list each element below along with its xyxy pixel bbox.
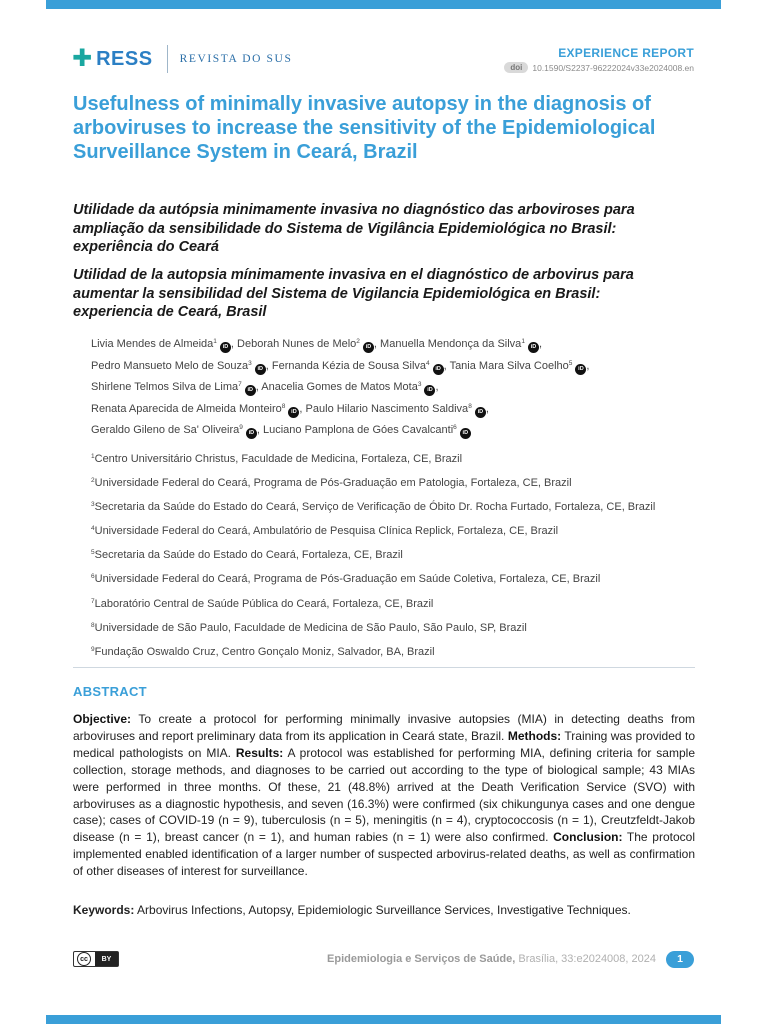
orcid-icon[interactable]: iD	[460, 428, 471, 439]
author: Manuella Mendonça da Silva$^1$iD ,	[380, 338, 542, 350]
orcid-icon[interactable]: iD	[363, 342, 374, 353]
affiliation: $^3$Secretaria da Saúde do Estado do Ceará, Serviço de Verificação de Óbito Dr. Rocha Furtado, Fortaleza, CE, Brazil	[91, 501, 656, 514]
author-line	[91, 331, 691, 353]
orcid-icon[interactable]: iD	[424, 385, 435, 396]
abstract-body: Objective: To create a protocol for performing minimally invasive autopsies (MIA) in detecting deaths from arboviruses and report preliminary data from its application in Ceará state, Brazil. Methods: Training was provided to medical pathologists on MIA. Results: A protocol was established for performing MIA, defining criteria for sample collection, storage methods, and diagnoses to be carried out according to the type of biological sample; 43 MIAs were performed in three months. Of these, 21 (48.8%) arrived at the Death Verification Service (SVO) with arboviruses as a diagnostic hypothesis, and seven (16.3%) were confirmed (six chikungunya cases and one dengue case); cases of COVID-19 (n = 9), tuberculosis (n = 5), meningitis (n = 4), cryptococcosis (n = 1), Creutzfeldt-Jakob disease (n = 1), breast cancer (n = 1), and human rabies (n = 1) were also confirmed. Conclusion: The protocol implemented enabled identification of a larger number of suspected arbovirus-related deaths, as well as confirmation of other diseases of interest for surveillance.	[73, 712, 696, 879]
author-list	[91, 331, 691, 439]
doi-link[interactable]: 10.1590/S2237-96222024v33e2024008.en	[532, 62, 694, 73]
affiliation: $^4$Universidade Federal do Ceará, Ambulatório de Pesquisa Clínica Replick, Fortaleza, CE, Brazil	[91, 525, 559, 538]
doi-line	[504, 62, 694, 73]
page-number: 1	[666, 951, 694, 968]
orcid-icon[interactable]: iD	[433, 364, 444, 375]
author-line	[91, 417, 691, 439]
author: Livia Mendes de Almeida$^1$iD ,	[91, 338, 234, 350]
logo-brand: RESS	[96, 47, 153, 70]
plus-cross-icon: ✚	[72, 45, 93, 72]
logo-journal-name: REVISTA DO SUS	[179, 53, 293, 65]
logo-divider	[167, 45, 168, 73]
article-title: Usefulness of minimally invasive autopsy in the diagnosis of arboviruses to increase the sensitivity of the Epidemiological Surveillance System in Ceará, Brazil	[73, 93, 656, 163]
abstract-heading: ABSTRACT	[73, 684, 147, 699]
affiliation: $^2$Universidade Federal do Ceará, Programa de Pós-Graduação em Patologia, Fortaleza, CE, Brazil	[91, 477, 572, 490]
cc-license-badge[interactable]	[73, 951, 119, 967]
author: Paulo Hilario Nascimento Saldiva$^8$iD ,	[306, 403, 489, 415]
attribution-icon: BY	[95, 952, 118, 966]
author: Tania Mara Silva Coelho$^5$iD ,	[450, 360, 590, 372]
author: Geraldo Gileno de Sa' Oliveira$^9$iD ,	[91, 424, 260, 436]
affiliation: $^9$Fundação Oswaldo Cruz, Centro Gonçalo Moniz, Salvador, BA, Brazil	[91, 645, 435, 658]
creative-commons-icon: cc	[77, 952, 91, 966]
author: Pedro Mansueto Melo de Souza$^3$iD ,	[91, 360, 269, 372]
author: Deborah Nunes de Melo$^2$iD ,	[237, 338, 377, 350]
article-title-spanish: Utilidad de la autopsia mínimamente invasiva en el diagnóstico de arbovirus para aumentar la sensibilidad del Sistema de Vigilancia Epidemiológica en Brasil: experiencia de Ceará, Brasil	[73, 267, 634, 320]
journal-logo	[72, 46, 292, 72]
footer-citation: Epidemiologia e Serviços de Saúde, Brasília, 33:e2024008, 2024	[327, 953, 656, 965]
top-accent-bar	[46, 0, 721, 9]
article-type: EXPERIENCE REPORT	[558, 46, 694, 60]
orcid-icon[interactable]: iD	[575, 364, 586, 375]
affiliation: $^8$Universidade de São Paulo, Faculdade de Medicina de São Paulo, São Paulo, SP, Brazil	[91, 621, 527, 634]
keywords: Keywords: Arbovirus Infections, Autopsy, Epidemiologic Surveillance Services, Investigative Techniques.	[73, 903, 631, 917]
author: Shirlene Telmos Silva de Lima$^7$iD ,	[91, 381, 259, 393]
author-line	[91, 374, 691, 396]
orcid-icon[interactable]: iD	[288, 407, 299, 418]
affiliation: $^1$Centro Universitário Christus, Faculdade de Medicina, Fortaleza, CE, Brazil	[91, 453, 463, 465]
orcid-icon[interactable]: iD	[245, 385, 256, 396]
author-line	[91, 353, 691, 375]
affiliation: $^7$Laboratório Central de Saúde Pública do Ceará, Fortaleza, CE, Brazil	[91, 597, 434, 610]
doi-badge: doi	[504, 62, 528, 73]
affiliation-list	[91, 449, 691, 666]
bottom-accent-bar	[46, 1015, 721, 1024]
section-divider	[73, 667, 695, 668]
orcid-icon[interactable]: iD	[475, 407, 486, 418]
affiliation: $^5$Secretaria da Saúde do Estado do Ceará, Fortaleza, CE, Brazil	[91, 549, 403, 562]
orcid-icon[interactable]: iD	[528, 342, 539, 353]
orcid-icon[interactable]: iD	[246, 428, 257, 439]
author: Fernanda Kézia de Sousa Silva$^4$iD ,	[272, 360, 447, 372]
author: Anacelia Gomes de Matos Mota$^3$iD ,	[261, 381, 438, 393]
article-title-portuguese: Utilidade da autópsia minimamente invasiva no diagnóstico das arboviroses para ampliação da sensibilidade do Sistema de Vigilância Epidemiológica no Brasil: experiência do Ceará	[73, 202, 635, 255]
orcid-icon[interactable]: iD	[255, 364, 266, 375]
author: Renata Aparecida de Almeida Monteiro$^8$iD ,	[91, 403, 302, 415]
orcid-icon[interactable]: iD	[220, 342, 231, 353]
affiliation: $^6$Universidade Federal do Ceará, Programa de Pós-Graduação em Saúde Coletiva, Fortaleza, CE, Brazil	[91, 573, 601, 586]
author: Luciano Pamplona de Góes Cavalcanti$^6$iD	[263, 424, 471, 436]
author-line	[91, 396, 691, 418]
